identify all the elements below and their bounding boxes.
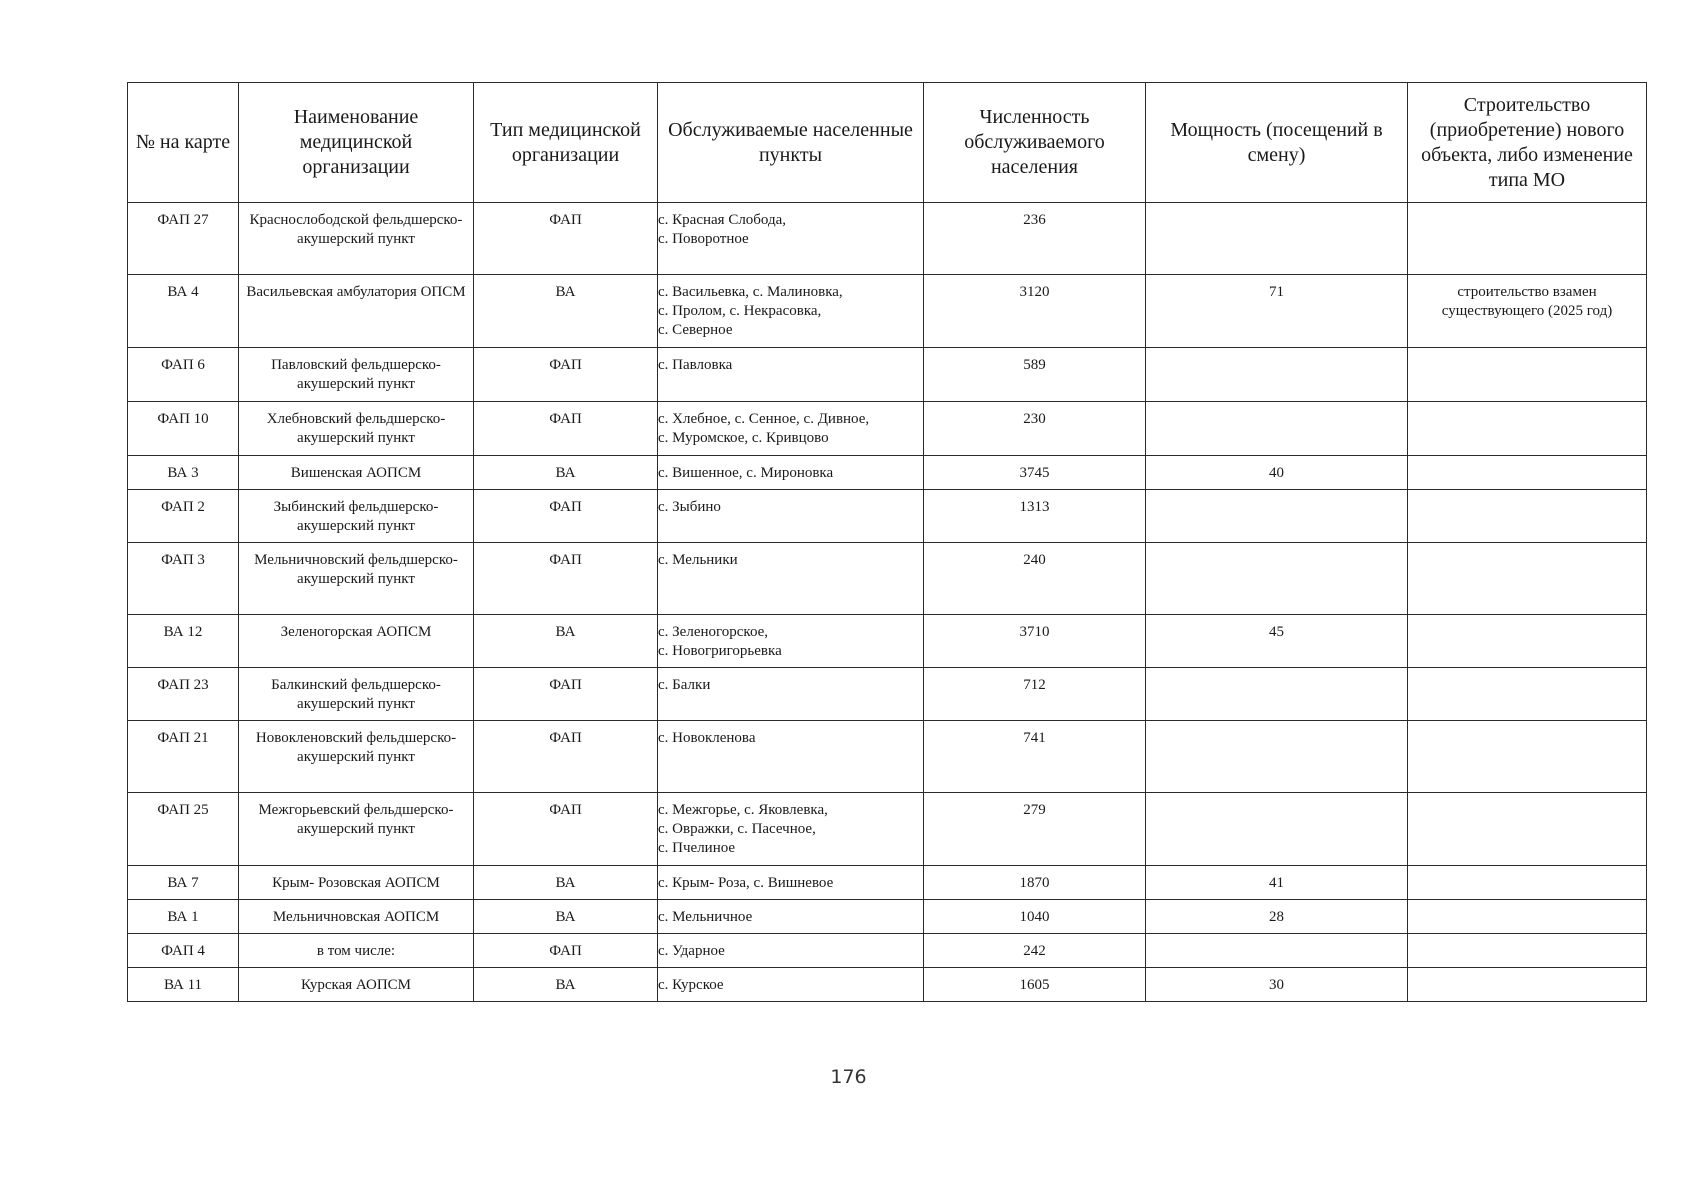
map-number-cell: ФАП 3 bbox=[128, 543, 239, 615]
capacity-cell bbox=[1146, 793, 1408, 866]
map-number-cell: ФАП 27 bbox=[128, 203, 239, 275]
map-number-cell: ФАП 21 bbox=[128, 721, 239, 793]
settlements-cell bbox=[658, 456, 924, 490]
population-cell: 236 bbox=[924, 203, 1146, 275]
map-number-cell: ФАП 4 bbox=[128, 934, 239, 968]
map-number-cell: ФАП 25 bbox=[128, 793, 239, 866]
organization-type-cell: ВА bbox=[474, 456, 658, 490]
settlements-cell bbox=[658, 348, 924, 402]
settlement-line: с. Курское bbox=[658, 977, 724, 993]
map-number-cell: ВА 12 bbox=[128, 615, 239, 668]
construction-cell bbox=[1408, 490, 1647, 543]
header-construction: Строительство (приобретение) нового объекта, либо изменение типа МО bbox=[1408, 83, 1647, 203]
organization-type-cell: ВА bbox=[474, 900, 658, 934]
capacity-cell: 40 bbox=[1146, 456, 1408, 490]
organization-type-cell: ФАП bbox=[474, 793, 658, 866]
organization-type-cell: ФАП bbox=[474, 203, 658, 275]
settlements-cell bbox=[658, 968, 924, 1002]
settlements-cell bbox=[658, 543, 924, 615]
organization-name-cell: Новокленовский фельдшерско- акушерский пункт bbox=[239, 721, 474, 793]
settlement-line: с. Вишенное, с. Мироновка bbox=[658, 465, 834, 481]
organization-name-cell: Мельничновская АОПСМ bbox=[239, 900, 474, 934]
organization-type-cell: ФАП bbox=[474, 543, 658, 615]
construction-cell bbox=[1408, 793, 1647, 866]
table-header bbox=[128, 83, 1647, 203]
construction-cell: строительство взамен существующего (2025 год) bbox=[1408, 275, 1647, 348]
table-row bbox=[128, 866, 1647, 900]
table-row bbox=[128, 934, 1647, 968]
settlement-line: с. Павловка bbox=[658, 357, 733, 373]
population-cell: 230 bbox=[924, 402, 1146, 456]
settlement-line: с. Северное bbox=[658, 322, 733, 338]
table-row bbox=[128, 402, 1647, 456]
header-population: Численность обслуживаемого населения bbox=[924, 83, 1146, 203]
population-cell: 712 bbox=[924, 668, 1146, 721]
map-number-cell: ФАП 23 bbox=[128, 668, 239, 721]
settlement-line: с. Красная Слобода, bbox=[658, 212, 787, 228]
organization-name-cell: Зыбинский фельдшерско-акушерский пункт bbox=[239, 490, 474, 543]
construction-cell bbox=[1408, 900, 1647, 934]
capacity-cell bbox=[1146, 721, 1408, 793]
organization-type-cell: ФАП bbox=[474, 668, 658, 721]
map-number-cell: ВА 7 bbox=[128, 866, 239, 900]
table-row bbox=[128, 668, 1647, 721]
map-number-cell: ФАП 10 bbox=[128, 402, 239, 456]
organization-name-cell: Хлебновский фельдшерско-акушерский пункт bbox=[239, 402, 474, 456]
settlements-cell bbox=[658, 275, 924, 348]
population-cell: 3710 bbox=[924, 615, 1146, 668]
settlements-cell bbox=[658, 866, 924, 900]
organization-name-cell: Вишенская АОПСМ bbox=[239, 456, 474, 490]
settlement-line: с. Зыбино bbox=[658, 499, 721, 515]
settlements-cell bbox=[658, 721, 924, 793]
header-row bbox=[128, 83, 1647, 203]
population-cell: 1870 bbox=[924, 866, 1146, 900]
table-row bbox=[128, 615, 1647, 668]
organization-name-cell: Краснослободской фельдшерско- акушерский пункт bbox=[239, 203, 474, 275]
organization-name-cell: Зеленогорская АОПСМ bbox=[239, 615, 474, 668]
construction-cell bbox=[1408, 968, 1647, 1002]
settlement-line: с. Овражки, с. Пасечное, bbox=[658, 821, 816, 837]
organization-type-cell: ВА bbox=[474, 615, 658, 668]
organization-type-cell: ФАП bbox=[474, 721, 658, 793]
table-row bbox=[128, 348, 1647, 402]
settlement-line: с. Васильевка, с. Малиновка, bbox=[658, 284, 843, 300]
capacity-cell bbox=[1146, 543, 1408, 615]
construction-cell bbox=[1408, 866, 1647, 900]
population-cell: 3745 bbox=[924, 456, 1146, 490]
settlement-line: с. Хлебное, с. Сенное, с. Дивное, bbox=[658, 411, 870, 427]
settlement-line: с. Пчелиное bbox=[658, 840, 736, 856]
settlements-cell bbox=[658, 900, 924, 934]
capacity-cell bbox=[1146, 934, 1408, 968]
medical-organizations-table bbox=[127, 82, 1647, 1002]
settlements-cell bbox=[658, 490, 924, 543]
construction-cell bbox=[1408, 402, 1647, 456]
settlements-cell bbox=[658, 793, 924, 866]
population-cell: 1040 bbox=[924, 900, 1146, 934]
organization-name-cell: в том числе: bbox=[239, 934, 474, 968]
settlements-cell bbox=[658, 402, 924, 456]
settlement-line: с. Мельничное bbox=[658, 909, 753, 925]
settlement-line: с. Мельники bbox=[658, 552, 738, 568]
capacity-cell bbox=[1146, 348, 1408, 402]
population-cell: 741 bbox=[924, 721, 1146, 793]
table-row bbox=[128, 721, 1647, 793]
table-row bbox=[128, 275, 1647, 348]
organization-name-cell: Васильевская амбулатория ОПСМ bbox=[239, 275, 474, 348]
population-cell: 1605 bbox=[924, 968, 1146, 1002]
construction-cell bbox=[1408, 934, 1647, 968]
organization-type-cell: ВА bbox=[474, 866, 658, 900]
map-number-cell: ФАП 2 bbox=[128, 490, 239, 543]
capacity-cell bbox=[1146, 402, 1408, 456]
settlement-line: с. Зеленогорское, bbox=[658, 624, 769, 640]
settlement-line: с. Новогригорьевка bbox=[658, 643, 782, 659]
header-map-number: № на карте bbox=[128, 83, 239, 203]
organization-type-cell: ФАП bbox=[474, 348, 658, 402]
population-cell: 589 bbox=[924, 348, 1146, 402]
table-row bbox=[128, 793, 1647, 866]
settlement-line: с. Крым- Роза, с. Вишневое bbox=[658, 875, 834, 891]
organization-name-cell: Мельничновский фельдшерско- акушерский пункт bbox=[239, 543, 474, 615]
table-row bbox=[128, 900, 1647, 934]
settlement-line: с. Ударное bbox=[658, 943, 725, 959]
settlement-line: с. Межгорье, с. Яковлевка, bbox=[658, 802, 828, 818]
population-cell: 3120 bbox=[924, 275, 1146, 348]
header-organization-name: Наименование медицинской организации bbox=[239, 83, 474, 203]
table-row bbox=[128, 456, 1647, 490]
organization-type-cell: ФАП bbox=[474, 934, 658, 968]
map-number-cell: ВА 4 bbox=[128, 275, 239, 348]
map-number-cell: ВА 1 bbox=[128, 900, 239, 934]
settlements-cell bbox=[658, 668, 924, 721]
construction-cell bbox=[1408, 721, 1647, 793]
organization-name-cell: Межгорьевский фельдшерско- акушерский пункт bbox=[239, 793, 474, 866]
organization-name-cell: Балкинский фельдшерско-акушерский пункт bbox=[239, 668, 474, 721]
construction-cell bbox=[1408, 668, 1647, 721]
capacity-cell bbox=[1146, 668, 1408, 721]
map-number-cell: ВА 11 bbox=[128, 968, 239, 1002]
capacity-cell bbox=[1146, 203, 1408, 275]
settlement-line: с. Муромское, с. Кривцово bbox=[658, 430, 829, 446]
table-body bbox=[128, 203, 1647, 1002]
map-number-cell: ВА 3 bbox=[128, 456, 239, 490]
organization-type-cell: ФАП bbox=[474, 402, 658, 456]
settlements-cell bbox=[658, 934, 924, 968]
construction-cell bbox=[1408, 203, 1647, 275]
construction-cell bbox=[1408, 615, 1647, 668]
organization-type-cell: ФАП bbox=[474, 490, 658, 543]
settlement-line: с. Новокленова bbox=[658, 730, 756, 746]
table-row bbox=[128, 490, 1647, 543]
settlement-line: с. Пролом, с. Некрасовка, bbox=[658, 303, 822, 319]
page-number: 176 bbox=[830, 1066, 867, 1088]
capacity-cell bbox=[1146, 490, 1408, 543]
header-settlements: Обслуживаемые населенные пункты bbox=[658, 83, 924, 203]
population-cell: 240 bbox=[924, 543, 1146, 615]
organization-name-cell: Крым- Розовская АОПСМ bbox=[239, 866, 474, 900]
population-cell: 242 bbox=[924, 934, 1146, 968]
map-number-cell: ФАП 6 bbox=[128, 348, 239, 402]
capacity-cell: 41 bbox=[1146, 866, 1408, 900]
settlements-cell bbox=[658, 615, 924, 668]
capacity-cell: 30 bbox=[1146, 968, 1408, 1002]
capacity-cell: 28 bbox=[1146, 900, 1408, 934]
organization-name-cell: Курская АОПСМ bbox=[239, 968, 474, 1002]
capacity-cell: 45 bbox=[1146, 615, 1408, 668]
table-row bbox=[128, 203, 1647, 275]
settlements-cell bbox=[658, 203, 924, 275]
table-row bbox=[128, 543, 1647, 615]
organization-type-cell: ВА bbox=[474, 968, 658, 1002]
settlement-line: с. Балки bbox=[658, 677, 711, 693]
table-row bbox=[128, 968, 1647, 1002]
settlement-line: с. Поворотное bbox=[658, 231, 749, 247]
header-capacity: Мощность (посещений в смену) bbox=[1146, 83, 1408, 203]
organization-name-cell: Павловский фельдшерско-акушерский пункт bbox=[239, 348, 474, 402]
organization-type-cell: ВА bbox=[474, 275, 658, 348]
construction-cell bbox=[1408, 543, 1647, 615]
capacity-cell: 71 bbox=[1146, 275, 1408, 348]
construction-cell bbox=[1408, 348, 1647, 402]
header-organization-type: Тип медицинской организации bbox=[474, 83, 658, 203]
population-cell: 279 bbox=[924, 793, 1146, 866]
population-cell: 1313 bbox=[924, 490, 1146, 543]
construction-cell bbox=[1408, 456, 1647, 490]
